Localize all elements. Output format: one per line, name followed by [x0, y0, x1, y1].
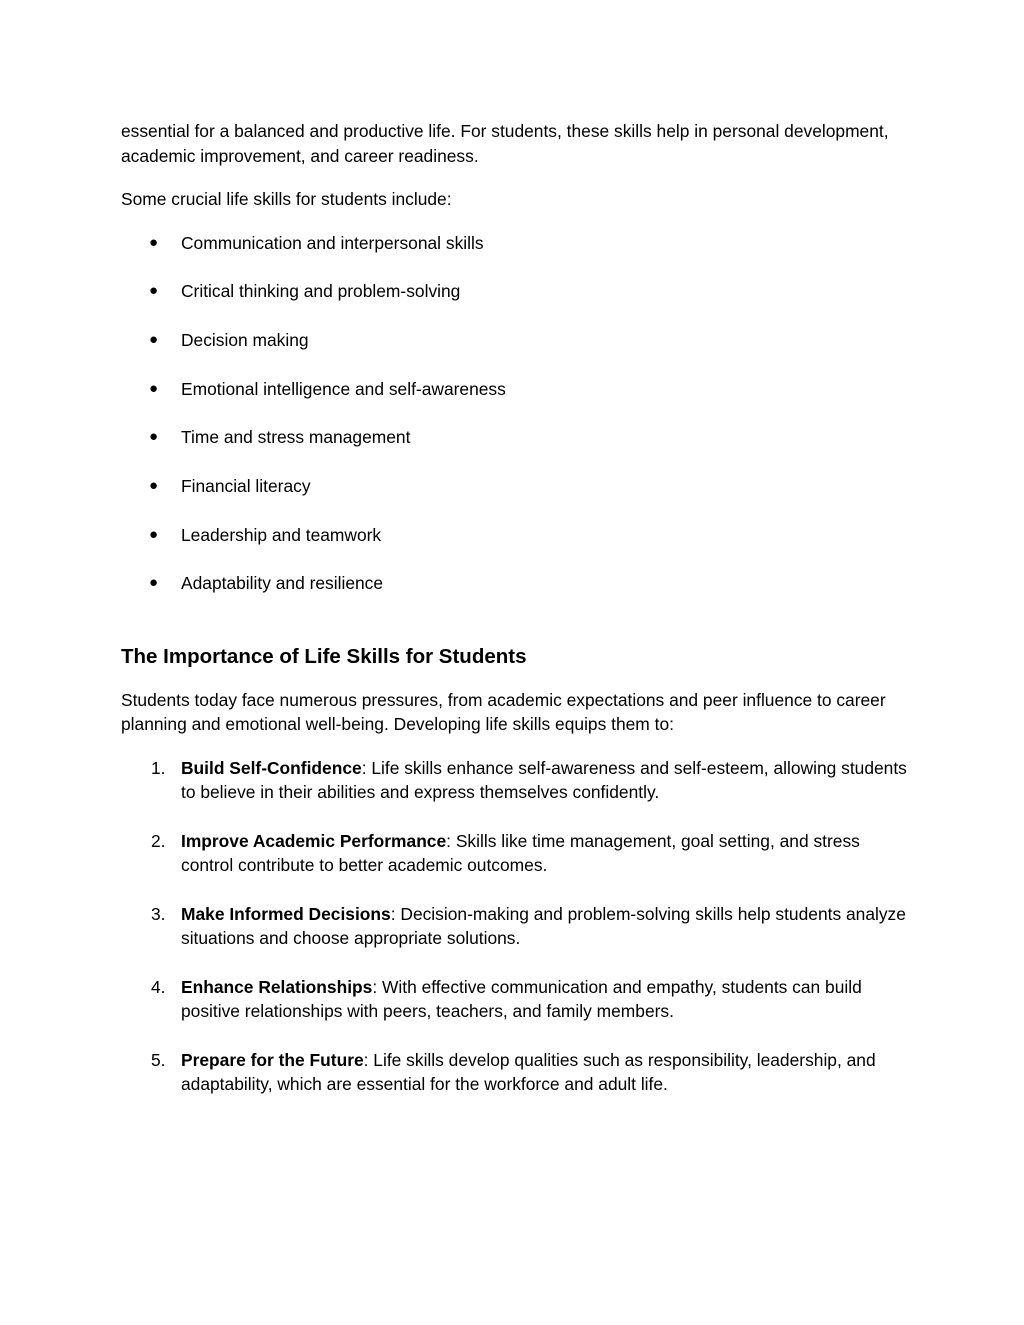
bullet-icon: ● — [149, 379, 159, 397]
list-item-text: Financial literacy — [181, 475, 311, 496]
list-item — [121, 1048, 911, 1097]
list-item — [121, 902, 911, 951]
list-item — [121, 328, 911, 353]
list-item — [121, 571, 911, 596]
list-number: 1. — [151, 757, 166, 778]
bullet-icon: ● — [149, 282, 159, 300]
list-item-text: Time and stress management — [181, 427, 411, 448]
list-item-text: : Life skills enhance self-awareness and self-esteem, allowing students to believe in their abilities and express themselves confidently. — [181, 757, 907, 803]
document-page — [121, 119, 911, 1097]
bullet-icon: ● — [149, 428, 159, 446]
list-item-term: Prepare for the Future — [181, 1049, 364, 1070]
list-item — [121, 279, 911, 304]
benefits-list — [121, 756, 911, 1097]
skills-list — [121, 231, 911, 596]
list-item-term: Build Self-Confidence — [181, 757, 362, 778]
list-item — [121, 975, 911, 1024]
bullet-icon: ● — [149, 574, 159, 592]
list-number: 2. — [151, 830, 166, 851]
list-item-text: : With effective communication and empathy, students can build positive relationships with peers, teachers, and family members. — [181, 976, 862, 1022]
bullet-icon: ● — [149, 525, 159, 543]
bullet-icon: ● — [149, 330, 159, 348]
list-item — [121, 425, 911, 450]
list-item-term: Make Informed Decisions — [181, 903, 391, 924]
list-item — [121, 474, 911, 499]
bullet-icon: ● — [149, 233, 159, 251]
list-item — [121, 829, 911, 878]
bullet-icon: ● — [149, 476, 159, 494]
list-item-text: Leadership and teamwork — [181, 524, 382, 545]
list-item — [121, 756, 911, 805]
list-item — [121, 231, 911, 256]
list-item — [121, 523, 911, 548]
list-item-text: Emotional intelligence and self-awareness — [181, 378, 506, 399]
list-number: 3. — [151, 903, 166, 924]
section-lead-paragraph: Students today face numerous pressures, from academic expectations and peer influence to career planning and emotional well-being. Developing life skills equips them to: — [121, 689, 886, 735]
list-item-term: Improve Academic Performance — [181, 830, 447, 851]
list-item-text: Adaptability and resilience — [181, 573, 384, 594]
list-item — [121, 377, 911, 402]
list-item-text: Decision making — [181, 329, 309, 350]
list-item-text: Critical thinking and problem-solving — [181, 281, 461, 302]
list-item-text: Communication and interpersonal skills — [181, 232, 484, 253]
list-item-text: : Life skills develop qualities such as responsibility, leadership, and adaptability, which are essential for the workforce and adult life. — [181, 1049, 876, 1095]
list-number: 5. — [151, 1049, 166, 1070]
section-heading: The Importance of Life Skills for Students — [121, 644, 527, 668]
list-item-term: Enhance Relationships — [181, 976, 373, 997]
list-number: 4. — [151, 976, 166, 997]
skills-lead-paragraph: Some crucial life skills for students include: — [121, 189, 452, 209]
list-item-text: : Skills like time management, goal setting, and stress control contribute to better academic outcomes. — [181, 830, 860, 876]
intro-paragraph: essential for a balanced and productive life. For students, these skills help in personal development, academic improvement, and career readiness. — [121, 121, 889, 166]
list-item-text: : Decision-making and problem-solving skills help students analyze situations and choose appropriate solutions. — [181, 903, 906, 949]
